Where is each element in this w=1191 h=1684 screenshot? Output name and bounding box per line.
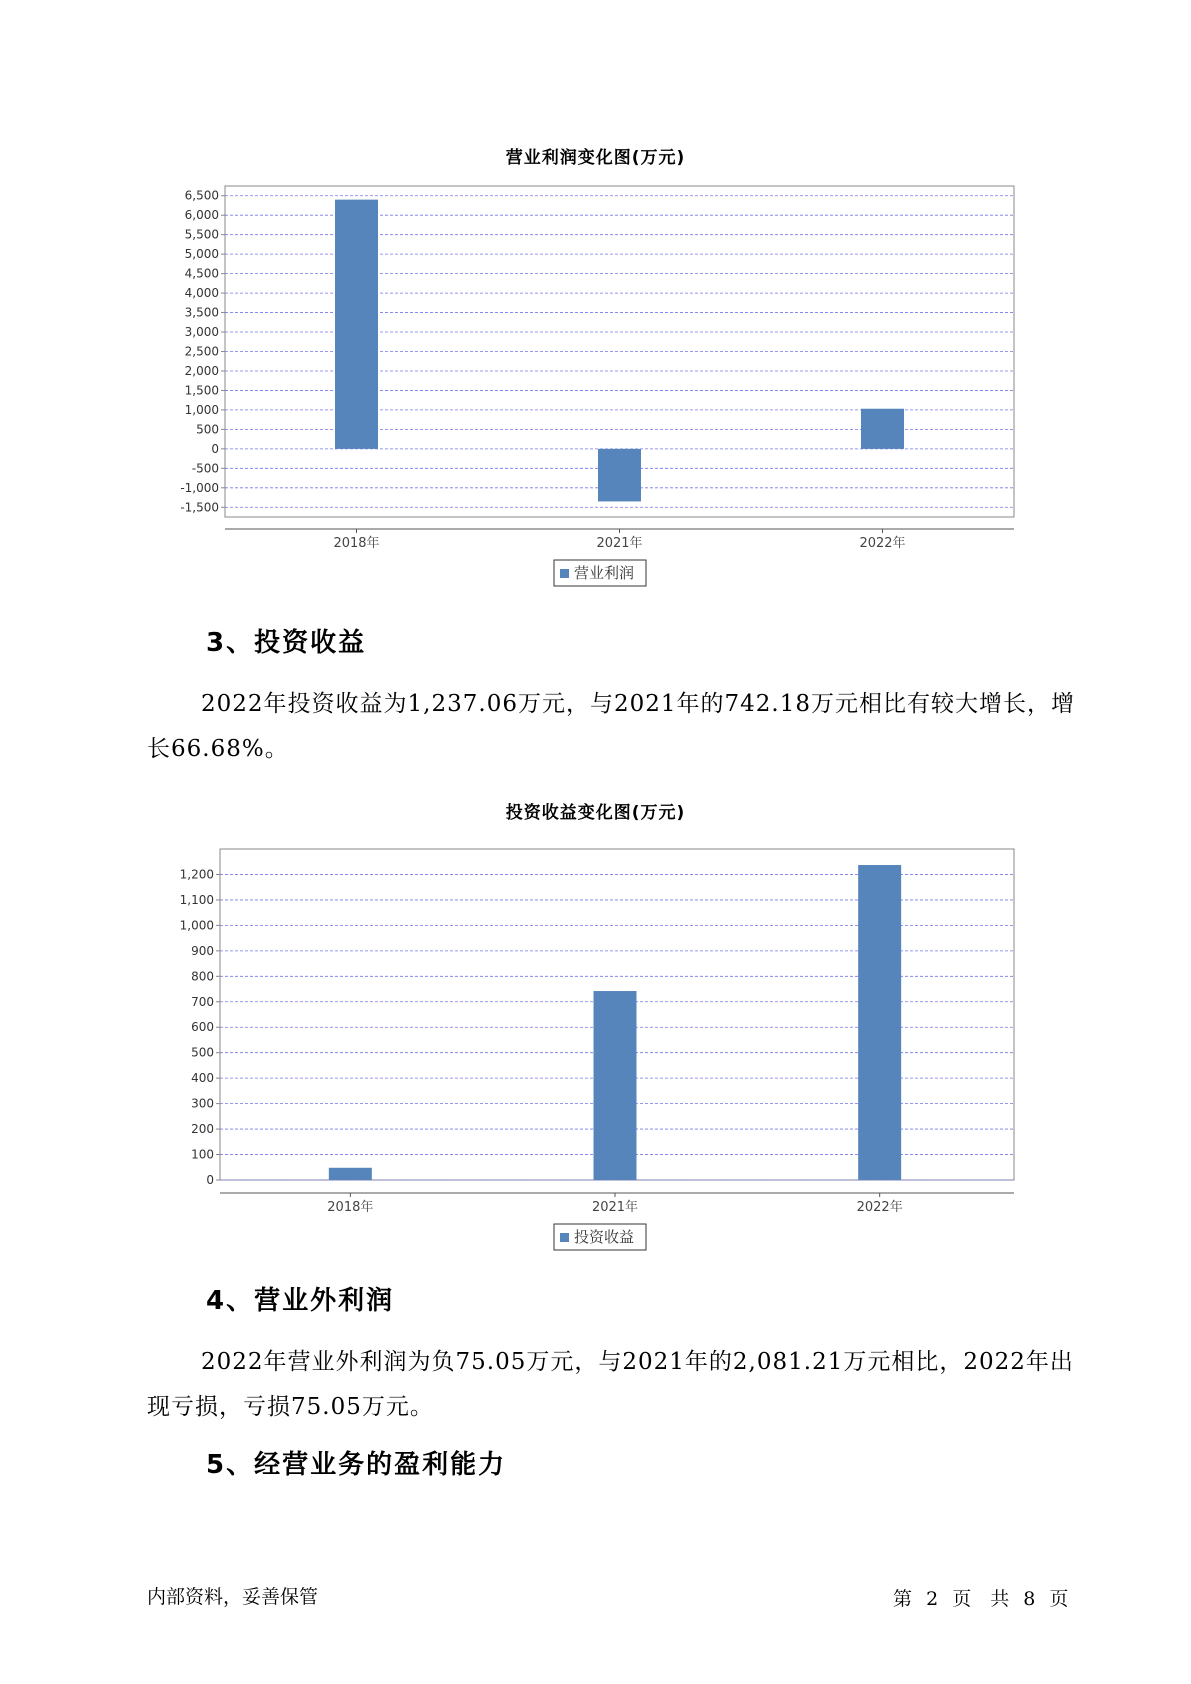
footer-page-number — [893, 1584, 1068, 1611]
section-3-heading: 3、投资收益 — [206, 628, 367, 658]
bar — [594, 991, 637, 1180]
y-tick-label: 900 — [191, 943, 214, 958]
x-tick-label: 2018年 — [333, 536, 380, 551]
y-tick-label: 600 — [191, 1020, 214, 1035]
x-tick-label: 2021年 — [591, 1200, 639, 1215]
chart2-title: 投资收益变化图(万元) — [505, 803, 686, 823]
legend-swatch — [560, 1233, 569, 1242]
y-tick-label: 2,500 — [184, 344, 219, 359]
y-tick-label: 1,000 — [184, 402, 219, 417]
y-tick-label: 3,000 — [184, 325, 219, 340]
y-tick-label: 1,200 — [179, 867, 214, 882]
section-4-text: 2022年营业外利润为负75.05万元，与2021年的2,081.21万元相比，2022年出现亏损，亏损75.05万元。 — [147, 1349, 1074, 1420]
page-suffix: 页 — [1049, 1588, 1069, 1610]
y-tick-label: 5,500 — [184, 227, 219, 242]
y-tick-label: 0 — [206, 1173, 214, 1187]
y-tick-label: 500 — [196, 422, 219, 437]
page-current: 2 — [926, 1588, 939, 1610]
x-tick-label: 2022年 — [856, 1200, 903, 1215]
y-tick-label: -1,000 — [180, 480, 219, 495]
bar — [858, 865, 901, 1180]
legend-label: 投资收益 — [574, 1228, 635, 1246]
y-tick-label: 5,000 — [184, 247, 219, 262]
y-tick-label: 3,500 — [184, 305, 219, 320]
y-tick-label: 6,000 — [184, 208, 219, 223]
section-5-heading: 5、经营业务的盈利能力 — [206, 1450, 507, 1480]
y-tick-label: 0 — [211, 441, 219, 456]
section-4-heading: 4、营业外利润 — [206, 1286, 395, 1316]
y-tick-label: 100 — [191, 1147, 214, 1162]
y-tick-label: -1,500 — [180, 500, 219, 515]
footer-confidential-note: 内部资料，妥善保管 — [147, 1586, 319, 1608]
y-tick-label: 1,000 — [179, 918, 214, 933]
x-tick-label: 2018年 — [327, 1200, 374, 1215]
page-prefix: 第 — [893, 1588, 913, 1610]
y-tick-label: 700 — [191, 994, 214, 1009]
y-tick-label: 1,100 — [179, 892, 214, 907]
y-tick-label: 800 — [191, 969, 214, 984]
y-tick-label: 2,000 — [184, 363, 219, 378]
y-tick-label: -500 — [191, 461, 219, 476]
section-3-text: 2022年投资收益为1,237.06万元，与2021年的742.18万元相比有较大增长，增长66.68%。 — [147, 691, 1075, 762]
y-tick-label: 300 — [191, 1096, 214, 1111]
legend-label: 营业利润 — [574, 564, 635, 582]
x-tick-label: 2021年 — [596, 536, 643, 551]
page-total: 8 — [1023, 1588, 1036, 1610]
y-tick-label: 1,500 — [184, 383, 219, 398]
y-tick-label: 6,500 — [184, 188, 219, 203]
y-tick-label: 500 — [191, 1045, 214, 1060]
x-tick-label: 2022年 — [859, 536, 906, 551]
chart1-title: 营业利润变化图(万元) — [505, 148, 686, 168]
bar — [329, 1168, 372, 1180]
page-mid: 页 共 — [952, 1588, 1010, 1610]
y-tick-label: 400 — [191, 1071, 214, 1086]
y-tick-label: 4,000 — [184, 286, 219, 301]
y-tick-label: 200 — [191, 1122, 214, 1137]
y-tick-label: 4,500 — [184, 266, 219, 281]
